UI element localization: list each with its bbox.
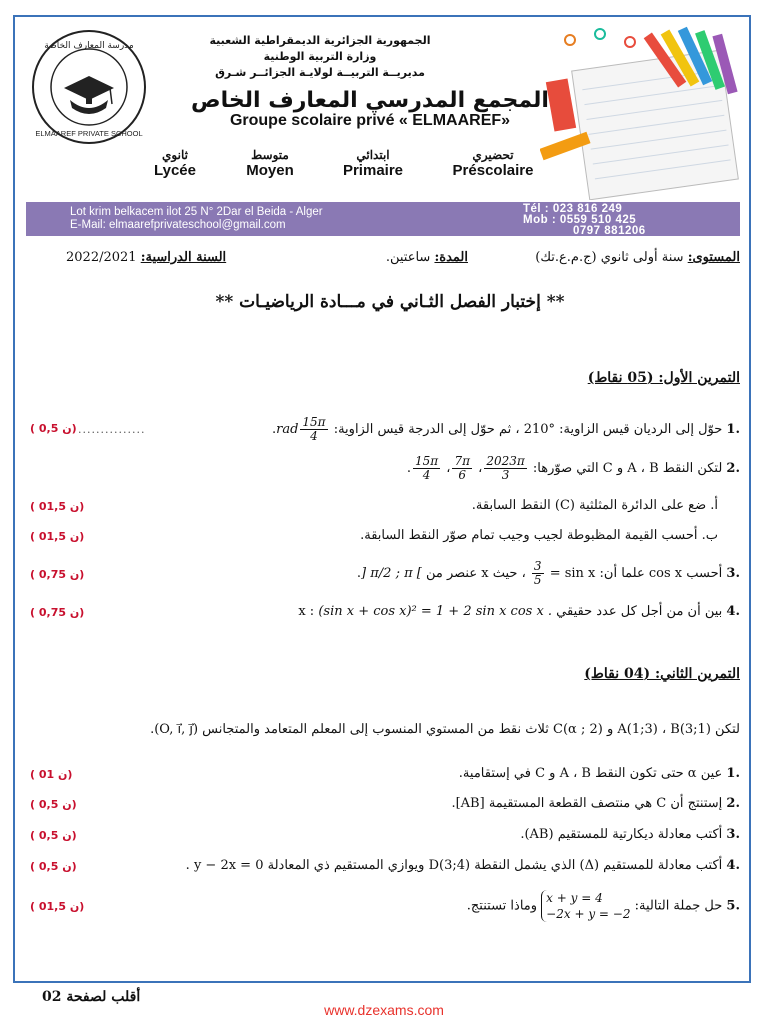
tel: Tél : 023 816 249: [523, 203, 623, 215]
mob2: 0797 881206: [573, 225, 646, 237]
ex1-q2a-points: ( 01,5 ن): [30, 500, 85, 513]
level-primaire: ابتدائي Primaire: [342, 148, 404, 179]
contact-band: [26, 202, 740, 236]
mob: Mob : 0559 510 425: [523, 214, 637, 226]
exercise1-heading: التمرين الأول: (05 نقاط): [587, 370, 740, 386]
ex1-q2: .2 لتكن النقط A ، B و C التي صوّرها: $\frac{2023\pi}{3}$ ، $\frac{7\pi}{6}$ ، $\frac{15\pi}{4}$ .: [406, 454, 740, 482]
ex1-q2a: أ. ضع على الدائرة المثلثية (C) النقط السابقة.: [471, 498, 718, 513]
level-lycee: ثانوي Lycée: [154, 148, 196, 179]
ex2-q4-points: ( 0,5 ن): [30, 860, 77, 873]
ex2-q5-points: ( 01,5 ن): [30, 900, 85, 913]
ex2-q3: .3 أكتب معادلة ديكارتية للمستقيم (AB).: [520, 827, 740, 842]
exercise2-heading: التمرين الثاني: (04 نقاط): [584, 666, 740, 682]
ex1-q3: .3 أحسب cos x علما أن: sin x = $\frac{3}{5}$ ، حيث x عنصر من ] π/2 ; π [.: [356, 559, 740, 587]
ex2-q5: .5 حل جملة التالية: x + y = 4 −2x + y = −2 وماذا تستنتج.: [466, 891, 740, 921]
ex2-q1-points: ( 01 ن): [30, 768, 73, 781]
ex2-intro: لتكن A(1;3) ، B(3;1) و C(α ; 2) ثلاث نقط من المستوي المنسوب إلى المعلم المتعامد والمتجانس (O, i⃗, j⃗).: [150, 722, 740, 737]
ex1-q3-points: ( 0,75 ن): [30, 568, 85, 581]
ex2-q1: .1 عين α حتى تكون النقط A ، B و C في إستقامية.: [458, 766, 740, 781]
ex2-q4: .4 أكتب معادلة للمستقيم (Δ) الذي يشمل النقطة D(3;4) ويوازي المستقيم ذي المعادلة y − 2x = 0 .: [185, 858, 740, 873]
ex2-q2: .2 إستنتج أن C هي منتصف القطعة المستقيمة [AB].: [451, 796, 740, 811]
equation-system: x + y = 4 −2x + y = −2: [541, 890, 630, 922]
ex1-q4-points: ( 0,75 ن): [30, 606, 85, 619]
republic-title: الجمهورية الجزائرية الديمقراطية الشعبية: [209, 34, 431, 47]
website-footer[interactable]: www.dzexams.com: [324, 1002, 444, 1018]
ex1-q1-points: ( 0,5 ن): [30, 422, 77, 435]
info-year: السنة الدراسية: 2022/2021: [66, 250, 227, 265]
next-page-note: أقلب لصفحة 02: [42, 989, 141, 1005]
ex1-q4: .4 بين أن من أجل كل عدد حقيقي x : (sin x + cos x)² = 1 + 2 sin x cos x .: [298, 604, 740, 619]
ex2-q2-points: ( 0,5 ن): [30, 798, 77, 811]
logo-ring-top: مدرسة المعارف الخاصة: [44, 41, 134, 51]
ex1-q1: .1 حوّل إلى الرديان قيس الزاوية: °210 ، ثم حوّل إلى الدرجة قيس الزاوية: $\frac{15\pi}{4}$ rad.: [271, 415, 740, 443]
level-moyen: متوسط Moyen: [246, 148, 294, 179]
ex1-q2b: ب. أحسب القيمة المظبوطة لجيب وجيب تمام صوّر النقط السابقة.: [360, 528, 718, 543]
ex2-q3-points: ( 0,5 ن): [30, 829, 77, 842]
school-name-french: Groupe scolaire privé « ELMAAREF»: [229, 112, 511, 129]
info-level: المستوى: سنة أولى ثانوي (ج.م.ع.تك): [535, 250, 740, 265]
logo-ring-bottom: ELMAAREF PRIVATE SCHOOL: [35, 129, 143, 138]
school-name-arabic: المجمع المدرسي المعارف الخاص: [191, 88, 549, 113]
exam-title: ** إختبار الفصل الثـاني في مـــادة الرياضيـات **: [215, 292, 565, 312]
email: E-Mail: elmaarefprivateschool@gmail.com: [70, 219, 286, 231]
school-supplies-illustration: [540, 20, 750, 200]
directorate-title: مديريــة التربيــة لولايـة الجزائــر شـرق: [215, 66, 425, 79]
school-logo: [30, 28, 148, 146]
info-duration: المدة: ساعتين.: [385, 250, 468, 265]
ministry-title: وزارة التربية الوطنية: [263, 50, 377, 63]
address: Lot krim belkacem ilot 25 N° 2Dar el Beida - Alger: [70, 206, 323, 218]
level-prescolaire: تحضيري Préscolaire: [452, 148, 534, 179]
ex1-q2b-points: ( 01,5 ن): [30, 530, 85, 543]
